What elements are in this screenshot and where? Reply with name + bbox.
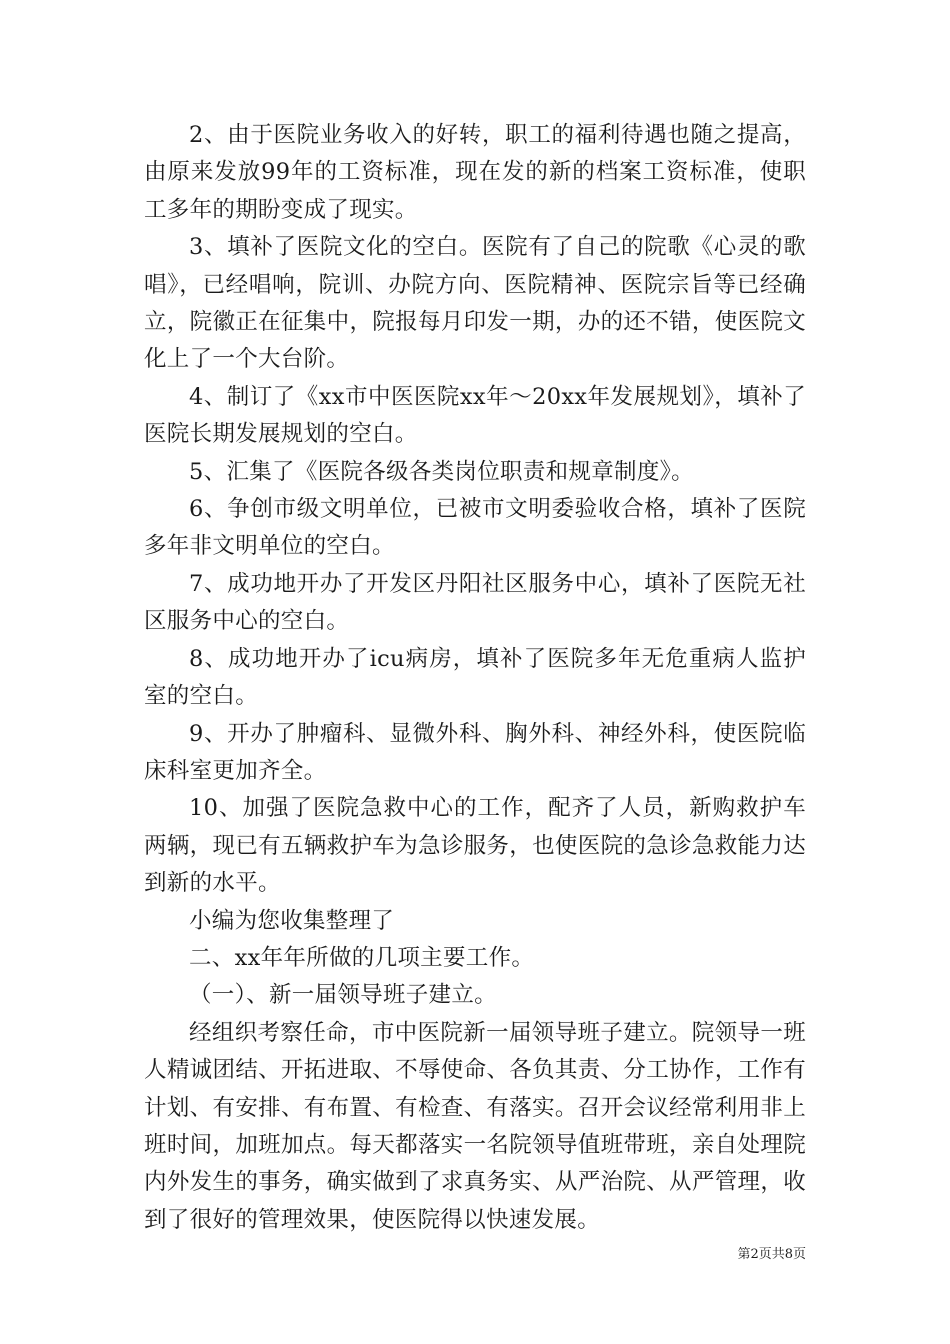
paragraph-item-3: 3、填补了医院文化的空白。医院有了自己的院歌《心灵的歌唱》，已经唱响，院训、办院方向、医院精神、医院宗旨等已经确立，院徽正在征集中，院报每月印发一期，办的还不错，使医院文化上了一个大台阶。 <box>144 234 806 373</box>
section-heading: 二、xx年年所做的几项主要工作。 <box>189 944 535 971</box>
document-body <box>144 117 806 1239</box>
paragraph-item-5: 5、汇集了《医院各级各类岗位职责和规章制度》。 <box>189 458 694 485</box>
paragraph-item-6: 6、争创市级文明单位，已被市文明委验收合格，填补了医院多年非文明单位的空白。 <box>144 496 806 560</box>
paragraph-item-2: 2、由于医院业务收入的好转，职工的福利待遇也随之提高，由原来发放99年的工资标准，现在发的新的档案工资标准，使职工多年的期盼变成了现实。 <box>144 122 806 223</box>
leadership-paragraph: 经组织考察任命，市中医院新一届领导班子建立。院领导一班人精诚团结、开拓进取、不辱使命、各负其责、分工协作，工作有计划、有安排、有布置、有检查、有落实。召开会议经常利用非上班时间，加班加点。每天都落实一名院领导值班带班，亲自处理院内外发生的事务，确实做到了求真务实、从严治院、从严管理，收到了很好的管理效果，使医院得以快速发展。 <box>144 1019 806 1233</box>
editor-note: 小编为您收集整理了 <box>189 907 395 934</box>
paragraph-item-4: 4、制订了《xx市中医医院xx年～20xx年发展规划》，填补了医院长期发展规划的空白。 <box>144 383 806 448</box>
paragraph-item-10: 10、加强了医院急救中心的工作，配齐了人员，新购救护车两辆，现已有五辆救护车为急诊服务，也使医院的急诊急救能力达到新的水平。 <box>144 795 806 897</box>
page-number: 第2页共8页 <box>737 1247 806 1262</box>
paragraph-item-7: 7、成功地开办了开发区丹阳社区服务中心，填补了医院无社区服务中心的空白。 <box>144 570 806 635</box>
subsection-heading: （一）、新一届领导班子建立。 <box>189 982 497 1009</box>
paragraph-item-9: 9、开办了肿瘤科、显微外科、胸外科、神经外科，使医院临床科室更加齐全。 <box>144 720 806 784</box>
paragraph-item-8: 8、成功地开办了icu病房，填补了医院多年无危重病人监护室的空白。 <box>144 645 806 710</box>
